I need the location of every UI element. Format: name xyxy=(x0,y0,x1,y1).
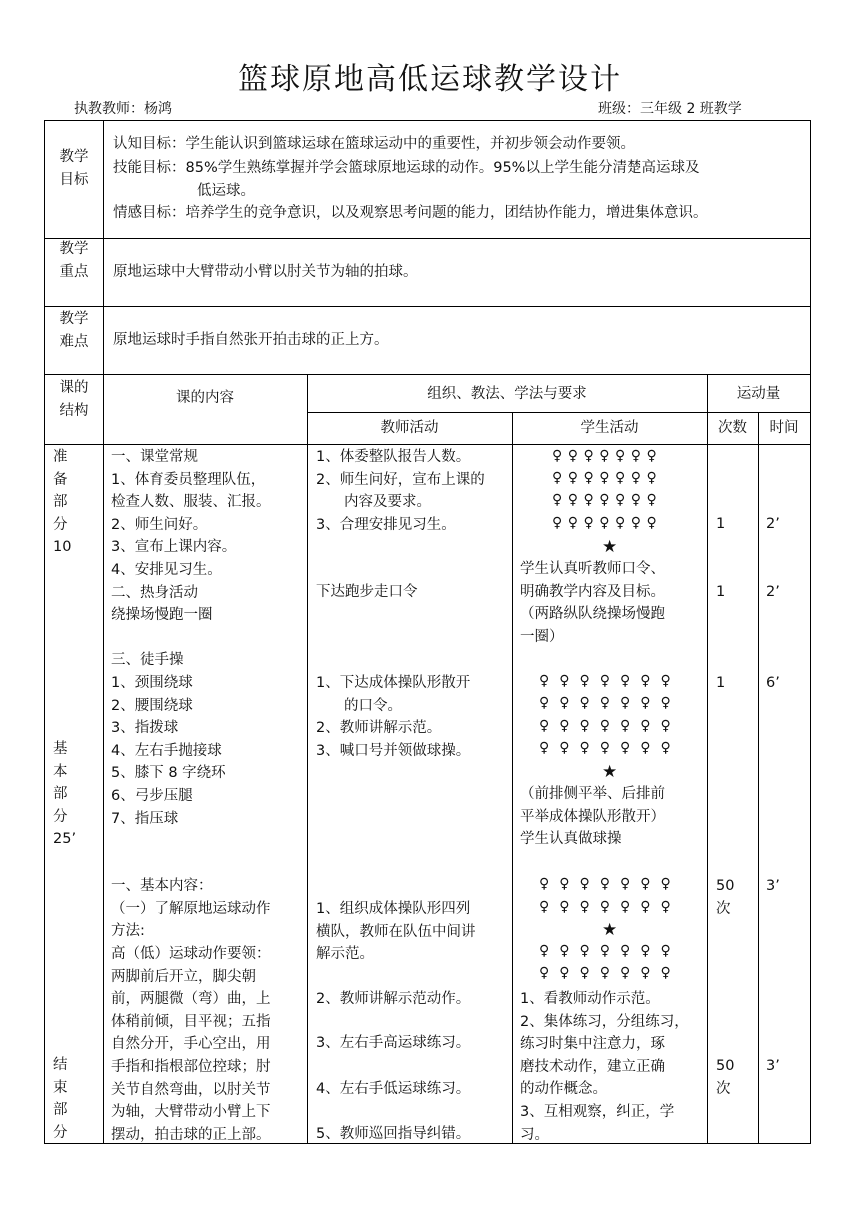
teacher-activity-header: 教师活动 xyxy=(380,420,439,436)
times-value: 50 次 xyxy=(716,1058,735,1097)
teacher-block-formation: 1、组织成体操队形四列 横队，教师在队伍中间讲 解示范。 xyxy=(316,901,476,963)
student-block-exercise: （前排侧平举、后排前 平举成体操队形散开） 学生认真做球操 xyxy=(520,786,665,848)
goals-label: 教学 目标 xyxy=(59,149,89,188)
teacher-star-icon: ★ xyxy=(602,762,618,782)
goal-cognitive: 认知目标：学生能认识到篮球运球在篮球运动中的重要性，并初步领会动作要领。 xyxy=(113,136,635,152)
difficulty-label: 教学 难点 xyxy=(59,311,89,350)
teacher-block-routine: 1、体委整队报告人数。 2、师生问好，宣布上课的 内容及要求。 3、合理安排见习生。 xyxy=(316,449,485,533)
teacher-star-icon: ★ xyxy=(602,537,618,557)
times-value: 1 xyxy=(716,675,726,691)
teacher-run-command: 下达跑步走口令 xyxy=(316,584,418,600)
basic-section-label: 基 本 部 分 25’ xyxy=(53,741,77,848)
duration-value: 3’ xyxy=(766,1058,780,1074)
duration-header: 时间 xyxy=(769,420,799,436)
teacher-high-dribble: 3、左右手高运球练习。 xyxy=(316,1035,471,1051)
duration-value: 6’ xyxy=(766,675,780,691)
duration-value: 2’ xyxy=(766,584,780,600)
goal-skill: 技能目标：85%学生熟练掌握并学会篮球原地运球的动作。95%以上学生能分清楚高运球及 xyxy=(113,160,700,176)
student-activity-header: 学生活动 xyxy=(580,420,639,436)
student-block-practice: 1、看教师动作示范。 2、集体练习，分组练习， 练习时集中注意力，琢 磨技术动作，建立正确 的动作概念。 3、互相观察，纠正，学 习。 xyxy=(520,991,689,1143)
times-header: 次数 xyxy=(718,420,747,436)
goal-skill-cont: 低运球。 xyxy=(197,183,255,199)
content-header: 课的内容 xyxy=(176,390,234,406)
student-block-listen: 学生认真听教师口令、 明确教学内容及目标。 （两路纵队绕操场慢跑 一圈） xyxy=(520,561,665,645)
times-value: 1 xyxy=(716,516,726,532)
key-point-label: 教学 重点 xyxy=(59,241,89,280)
goal-emotion: 情感目标：培养学生的竞争意识，以及观察思考问题的能力，团结协作能力，增进集体意识。 xyxy=(113,205,708,221)
duration-value: 3’ xyxy=(766,878,780,894)
page-title: 篮球原地高低运球教学设计 xyxy=(238,62,622,97)
teacher-demo: 2、教师讲解示范动作。 xyxy=(316,991,471,1007)
structure-header: 课的 结构 xyxy=(59,380,89,419)
organization-header: 组织、教法、学法与要求 xyxy=(427,386,587,402)
key-point-text: 原地运球中大臂带动小臂以肘关节为轴的拍球。 xyxy=(113,264,418,280)
end-section-label: 结 束 部 分 xyxy=(53,1057,68,1141)
teacher-low-dribble: 4、左右手低运球练习。 xyxy=(316,1081,471,1097)
times-value: 50 次 xyxy=(716,878,735,917)
teacher-correction: 5、教师巡回指导纠错。 xyxy=(316,1126,471,1142)
content-list: 一、课堂常规 1、体育委员整理队伍， 检查人数、服装、汇报。 2、师生问好。 3、宣布上课内容。 4、安排见习生。 二、热身活动 绕操场慢跑一圈 三、徒手操 1、颈围绕球 2、腰围绕球 3、指拨球 4、左右手抛接球 5、膝下 8 字绕环 6、弓步压腿 7、指压球 一、基本内容： （一）了解原地运球动作 方法: 高（低）运球动作要领： 两脚前后开立，脚尖朝 前，两腿微（弯）曲，上 体稍前倾，目平视；五指 自然分开，手心空出，用 手指和指根部位控球；肘 关节自然弯曲，以肘关节 为轴，大臂带动小臂上下 摆动，拍击球的正上部。 xyxy=(111,449,271,1143)
duration-value: 2’ xyxy=(766,516,780,532)
exercise-header: 运动量 xyxy=(736,386,781,402)
times-value: 1 xyxy=(716,584,726,600)
prep-section-label: 准 备 部 分 10 xyxy=(53,449,72,556)
teacher-star-icon: ★ xyxy=(602,920,618,940)
teacher-name: 执教教师：杨鸿 xyxy=(74,101,172,117)
class-info: 班级：三年级 2 班教学 xyxy=(598,101,742,117)
teacher-block-exercise: 1、下达成体操队形散开 的口令。 2、教师讲解示范。 3、喊口号并领做球操。 xyxy=(316,675,471,759)
difficulty-text: 原地运球时手指自然张开拍击球的正上方。 xyxy=(113,332,389,348)
